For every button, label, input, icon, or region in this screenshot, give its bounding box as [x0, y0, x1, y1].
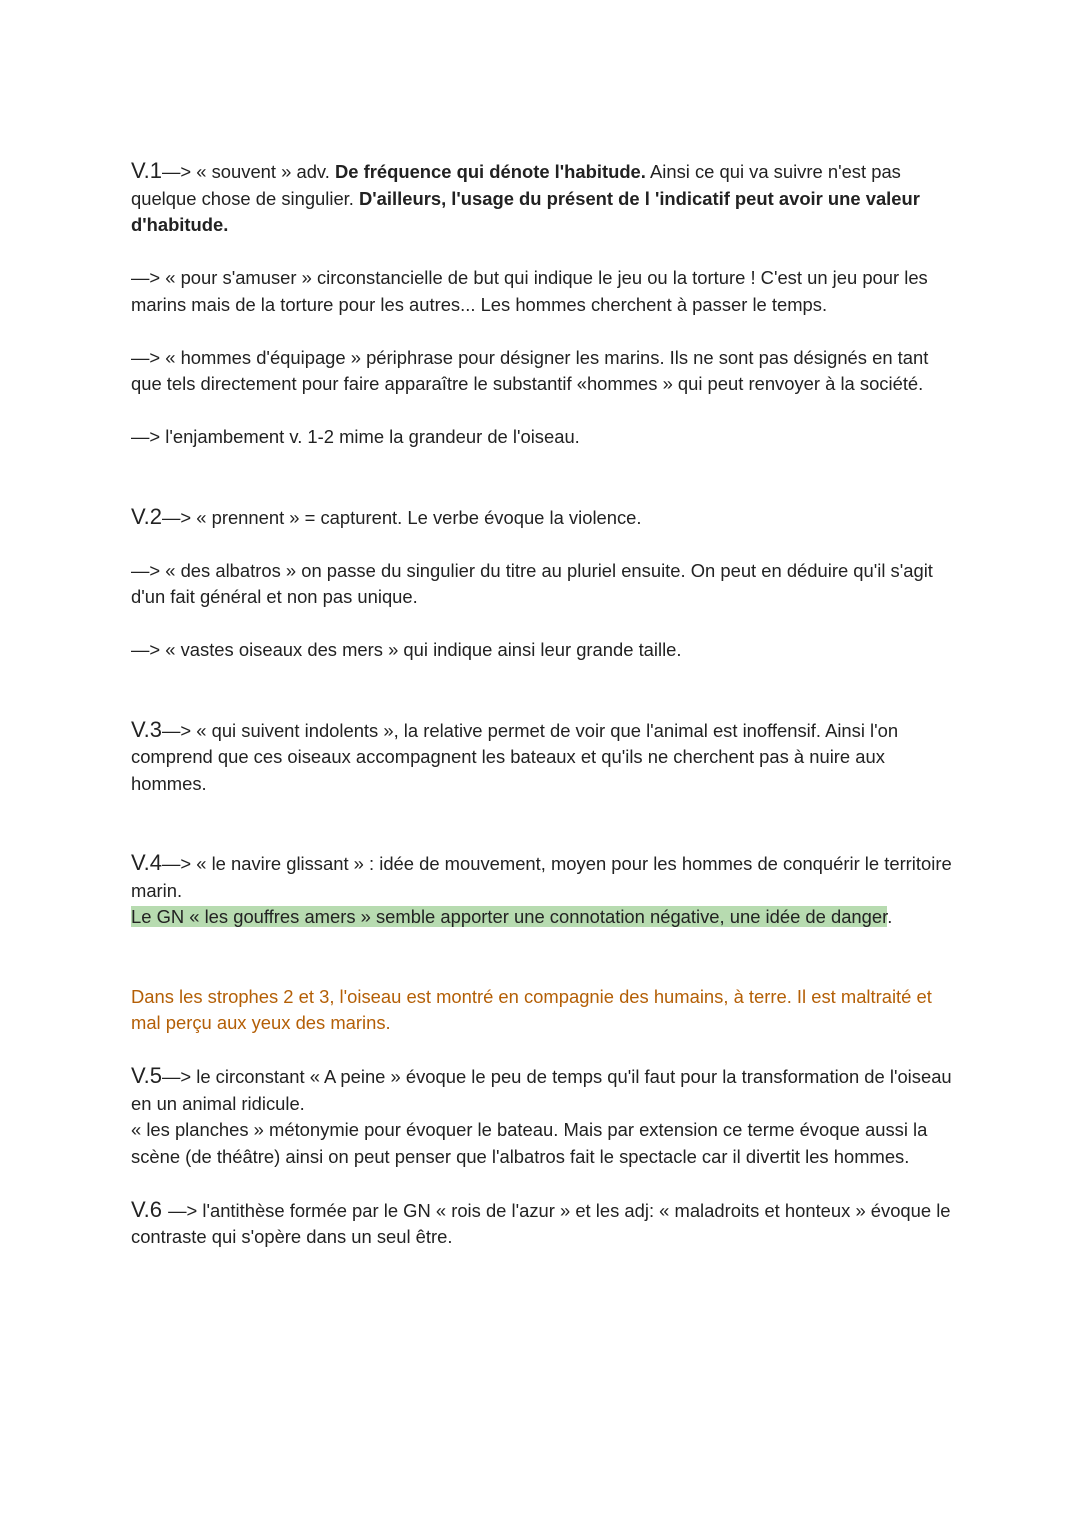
v4-end: .	[887, 906, 893, 927]
v1-bold-2: D'ailleurs, l'usage du présent de l 'indicatif peut avoir une valeur d'habitude.	[131, 187, 920, 235]
v2-paragraph	[131, 504, 961, 532]
v6-label: V.6	[131, 1196, 169, 1222]
v1-b-paragraph: —> « pour s'amuser » circonstancielle de but qui indique le jeu ou la torture ! C'est un jeu pour les marins mais de la torture pour les autres... Les hommes cherchent à passer le temps.	[131, 267, 928, 315]
v6-text: —> l'antithèse formée par le GN « rois de l'azur » et les adj: « maladroits et honteux » évoque le contraste qui s'opère dans un seul être.	[131, 1199, 951, 1247]
v6-paragraph	[131, 1197, 961, 1251]
v1-d-paragraph: —> l'enjambement v. 1-2 mime la grandeur de l'oiseau.	[131, 426, 580, 447]
v5-paragraph	[131, 1063, 961, 1117]
v1-paragraph	[131, 158, 961, 239]
v1-arrow: —>	[162, 161, 197, 182]
document-page	[131, 158, 961, 1251]
v3-label: V.3	[131, 716, 163, 742]
v1-quote: « souvent » adv.	[196, 161, 335, 182]
v4-highlight-paragraph	[131, 904, 961, 931]
v1-c-paragraph: —> « hommes d'équipage » périphrase pour désigner les marins. Ils ne sont pas désignés en tant que tels directement pour faire apparaître le substantif «hommes » qui peut renvoyer à la société.	[131, 346, 929, 394]
v1-bold-1: De fréquence qui dénote l'habitude.	[334, 161, 646, 182]
v2-text: —> « prennent » = capturent. Le verbe évoque la violence.	[162, 506, 642, 528]
v4-paragraph	[131, 850, 961, 904]
v4-text: —> « le navire glissant » : idée de mouvement, moyen pour les hommes de conquérir le territoire marin.	[131, 853, 952, 901]
v5-text-2: « les planches » métonymie pour évoquer le bateau. Mais par extension ce terme évoque aussi la scène (de théâtre) ainsi on peut penser que l'albatros fait le spectacle car il divertit les hommes.	[131, 1119, 928, 1167]
v2-label: V.2	[131, 503, 163, 529]
v1-text-1: Ainsi ce qui va suivre n'est pas quelque chose de singulier.	[131, 161, 901, 209]
v3-text: —> « qui suivent indolents », la relative permet de voir que l'animal est inoffensif. Ainsi l'on comprend que ces oiseaux accompagnent les bateaux et qu'ils ne cherchent pas à nuire aux hommes.	[131, 719, 899, 794]
v2-c-paragraph: —> « vastes oiseaux des mers » qui indique ainsi leur grande taille.	[131, 639, 682, 660]
v5-text: —> le circonstant « A peine » évoque le peu de temps qu'il faut pour la transformation de l'oiseau en un animal ridicule.	[131, 1066, 952, 1114]
v5-label: V.5	[131, 1063, 163, 1088]
v3-paragraph	[131, 717, 961, 798]
v4-highlight: Le GN « les gouffres amers » semble apporter une connotation négative, une idée de danger	[131, 906, 888, 927]
stanza-note: Dans les strophes 2 et 3, l'oiseau est montré en compagnie des humains, à terre. Il est maltraité et mal perçu aux yeux des marins.	[131, 985, 932, 1033]
v2-b-paragraph: —> « des albatros » on passe du singulier du titre au pluriel ensuite. On peut en déduire qu'il s'agit d'un fait général et non pas unique.	[131, 559, 933, 607]
v1-label: V.1	[131, 158, 163, 183]
v4-label: V.4	[131, 850, 163, 875]
